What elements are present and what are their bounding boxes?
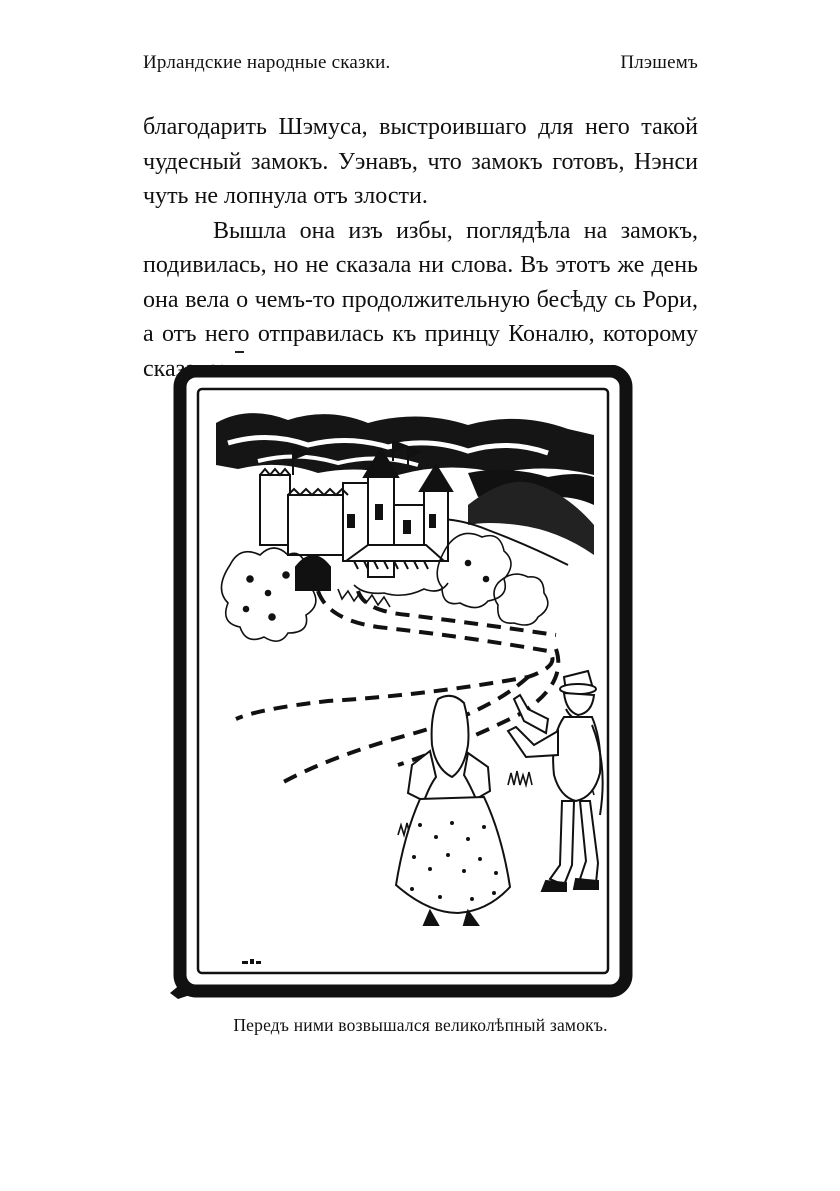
- figure-caption: Передъ ними возвышался великолѣпный замокъ.: [233, 1015, 608, 1035]
- paragraph-1: благодарить Шэмуса, выстроившаго для него такой чудесный замокъ. Уэнавъ, что замокъ готовъ, Нэнси чуть не лопнула отъ злости.: [143, 114, 698, 209]
- winding-road: [236, 591, 558, 785]
- running-head-title: Ирландские народные сказки.: [143, 52, 391, 73]
- castle-illustration: [168, 365, 636, 1000]
- body-text: [143, 110, 698, 386]
- paragraph-2: Вышла она изъ избы, поглядѣла на замокъ, подивилась, но не сказала ни слова. Въ этотъ же день она вела о чемъ-то продолжительную бесѣду сь Рори, а отъ него отправилась къ принцу Коналю, которому сказала:: [143, 217, 698, 382]
- artist-mark: [242, 959, 261, 964]
- print-speck: [235, 351, 244, 353]
- woman-figure: [396, 696, 510, 925]
- running-head-author: Плэшемъ: [620, 52, 698, 73]
- running-head: [143, 52, 698, 74]
- man-figure: [508, 671, 603, 891]
